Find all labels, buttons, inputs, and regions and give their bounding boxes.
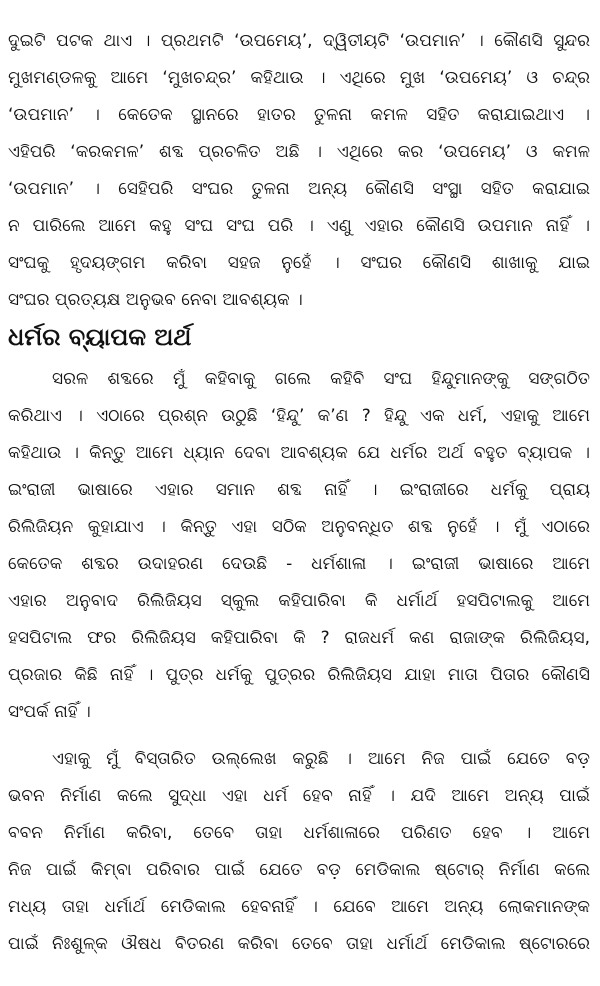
paragraph-line: ସଂପର୍କ ନାହିଁ । [8,702,91,722]
paragraph-line: ମଧ୍ୟ ତାହା ଧର୍ମାର୍ଥ ମେଡିକାଲ ହେବନାହିଁ । ଯେବେ ଆମେ ଅନ୍ୟ ଲୋକମାନଙ୍କ [8,897,590,917]
paragraph-line: ଦୁଇଟି ପଟକ ଥାଏ । ପ୍ରଥମଟି ‘ଉପମେୟ’, ଦ୍ୱିତୀୟଟି ‘ଉପମାନ’ । କୌଣସି ସୁନ୍ଦର [8,31,590,51]
paragraph-line: ଏହାକୁ ମୁଁ ବିସ୍ତାରିତ ଉଲ୍ଲେଖ କରୁଛି । ଆମେ ନିଜ ପାଇଁ ଯେତେ ବଡ଼ [52,749,590,769]
paragraph-line: ରିଲିଜିୟନ କୁହାଯାଏ । କିନ୍ତୁ ଏହା ସଠିକ ଅନୁବନ୍ଧିତ ଶବ୍ଦ ନୁହେଁ । ମୁଁ ଏଠାରେ [8,517,590,537]
paragraph-line: ଭବନ ନିର୍ମାଣ କଲେ ସୁଦ୍ଧା ଏହା ଧର୍ମ ହେବ ନାହିଁ । ଯଦି ଆମେ ଅନ୍ୟ ପାଇଁ [8,786,590,806]
paragraph-line: ପାଇଁ ନିଃଶୁଳ୍କ ଔଷଧ ବିତରଣ କରିବା ତେବେ ତାହା ଧର୍ମାର୍ଥ ମେଡିକାଲ ଷ୍ଟୋରରେ [8,934,590,954]
paragraph-line: ଇଂରାଜୀ ଭାଷାରେ ଏହାର ସମାନ ଶବ୍ଦ ନାହିଁ । ଇଂରାଜୀରେ ଧର୍ମକୁ ପ୍ରାୟ [8,480,590,500]
paragraph-line: ହସପିଟାଲ ଫର ରିଲିଜିୟସ କହିପାରିବା କି ? ରାଜଧର୍ମ କଣ ରାଜାଙ୍କ ରିଲିଜିୟସ, [8,628,590,648]
paragraph-line: ଏହିପରି ‘କରକମଳ’ ଶବ୍ଦ ପ୍ରଚଳିତ ଅଛି । ଏଥିରେ କର ‘ଉପମେୟ’ ଓ କମଳ [8,142,590,162]
paragraph-line: କହିଥାଉ । କିନ୍ତୁ ଆମେ ଧ୍ୟାନ ଦେବା ଆବଶ୍ୟକ ଯେ ଧର୍ମର ଅର୍ଥ ବହୁତ ବ୍ୟାପକ । [8,443,590,463]
paragraph-line: ସଂଘର ପ୍ରତ୍ୟକ୍ଷ ଅନୁଭବ ନେବା ଆବଶ୍ୟକ । [8,290,303,310]
paragraph-line: ‘ଉପମାନ’ । ସେହିପରି ସଂଘର ତୁଳନା ଅନ୍ୟ କୌଣସି ସଂସ୍ଥା ସହିତ କରାଯାଇ [8,179,590,199]
section-heading: ଧର୍ମର ବ୍ୟାପକ ଅର୍ଥ [8,323,192,351]
paragraph-line: ପ୍ରଜାର କିଛି ନାହିଁ । ପୁତ୍ର ଧର୍ମକୁ ପୁତ୍ରର ରିଲିଜିୟସ ଯାହା ମାତା ପିତାର କୌଣସି [8,665,590,685]
paragraph-line: ଏହାର ଅନୁବାଦ ରିଲିଜିୟସ ସ୍କୁଲ କହିପାରିବା କି ଧର୍ମାର୍ଥ ହସପିଟାଲକୁ ଆମେ [8,591,590,611]
paragraph-line: ମୁଖମଣ୍ଡଳକୁ ଆମେ ‘ମୁଖଚନ୍ଦ୍ର’ କହିଥାଉ । ଏଥିରେ ମୁଖ ‘ଉପମେୟ’ ଓ ଚନ୍ଦ୍ର [8,68,590,88]
paragraph-line: ‘ଉପମାନ’ । କେତେକ ସ୍ଥାନରେ ହାତର ତୁଳନା କମଳ ସହିତ କରାଯାଇଥାଏ । [8,105,590,125]
paragraph-line: ନିଜ ପାଇଁ କିମ୍ବା ପରିବାର ପାଇଁ ଯେତେ ବଡ଼ ମେଡିକାଲ ଷ୍ଟୋର୍ ନିର୍ମାଣ କଲେ [8,860,590,880]
paragraph-line: କେତେକ ଶବ୍ଦର ଉଦାହରଣ ଦେଉଛି - ଧର୍ମଶାଳା । ଇଂରାଜୀ ଭାଷାରେ ଆମେ [8,554,590,574]
paragraph-line: ବବନ ନିର୍ମାଣ କରିବା, ତେବେ ତାହା ଧର୍ମଶାଳାରେ ପରିଣତ ହେବ । ଆମେ [8,823,590,843]
paragraph-line: ସଂଘକୁ ହୃଦୟଙ୍ଗମ କରିବା ସହଜ ନୁହେଁ । ସଂଘର କୌଣସି ଶାଖାକୁ ଯାଇ [8,253,590,273]
paragraph-line: ନ ପାରିଲେ ଆମେ କହୁ ସଂଘ ସଂଘ ପରି । ଏଣୁ ଏହାର କୌଣସି ଉପମାନ ନାହିଁ । [8,216,590,236]
paragraph-line: କରିଥାଏ । ଏଠାରେ ପ୍ରଶ୍ନ ଉଠୁଛି ‘ହିନ୍ଦୁ’ କ’ଣ ? ହିନ୍ଦୁ ଏକ ଧର୍ମ, ଏହାକୁ ଆମେ [8,406,590,426]
paragraph-line: ସରଳ ଶବ୍ଦରେ ମୁଁ କହିବାକୁ ଗଲେ କହିବି ସଂଘ ହିନ୍ଦୁମାନଙ୍କୁ ସଙ୍ଗଠିତ [52,369,590,389]
